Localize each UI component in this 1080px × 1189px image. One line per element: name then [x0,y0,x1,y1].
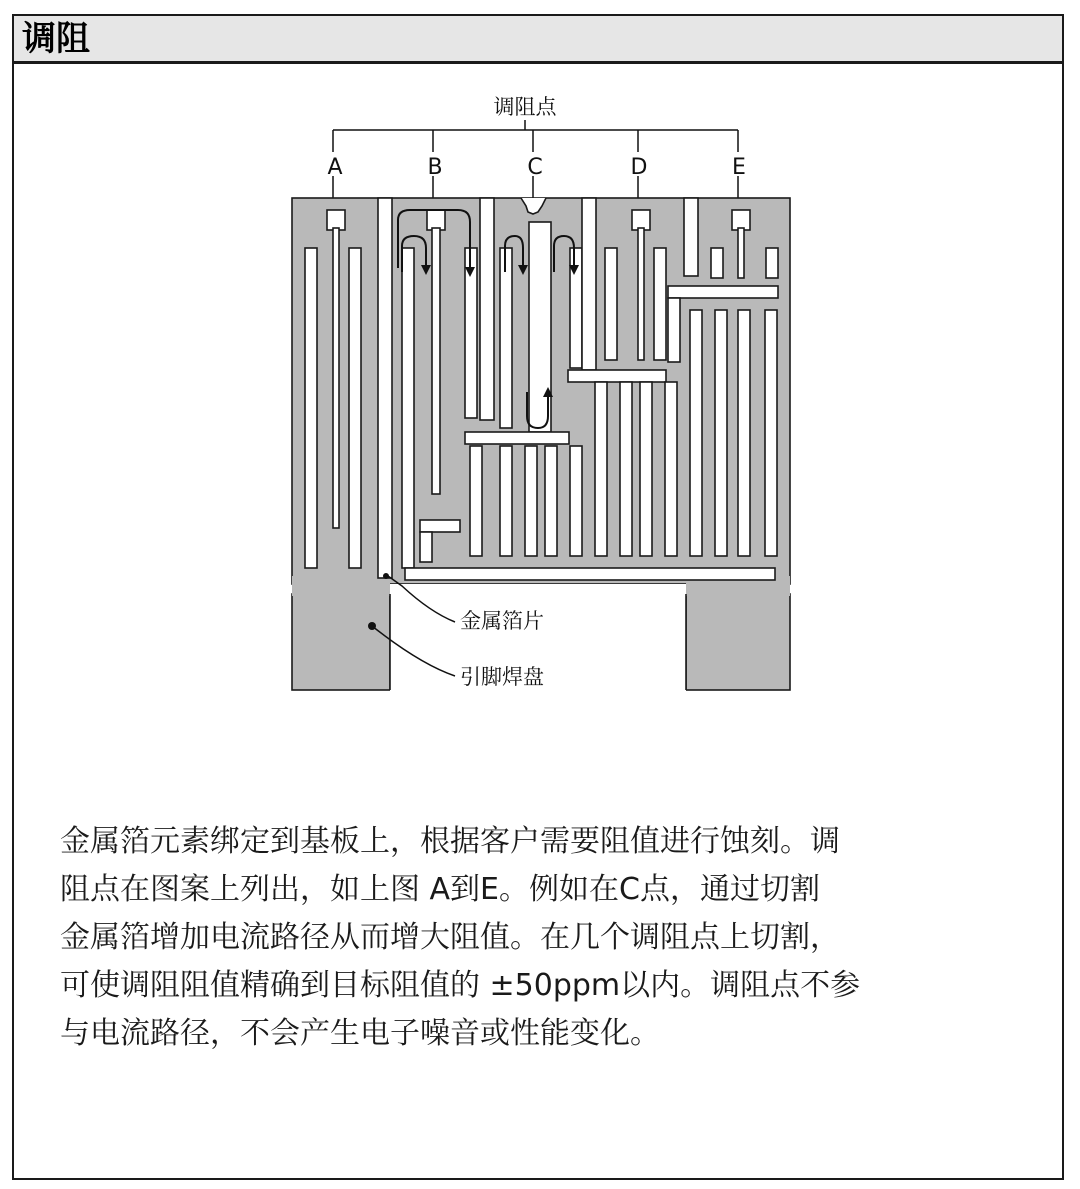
trim-point-e: E [732,155,746,180]
trim-point-b: B [427,155,443,180]
paragraph-line: 与电流路径，不会产生电子噪音或性能变化。 [60,1016,660,1051]
foil-dot [383,573,389,579]
paragraph-line: 金属箔增加电流路径从而增大阻值。在几个调阻点上切割， [60,920,840,955]
description-paragraph [60,818,1020,1058]
pad-label: 引脚焊盘 [460,665,544,689]
foil-label: 金属箔片 [460,609,544,633]
lead-pad-right [686,594,790,690]
trim-point-a: A [327,155,343,180]
trim-points-label: 调阻点 [493,95,557,119]
paragraph-line: 可使调阻阻值精确到目标阻值的 ±50ppm以内。调阻点不参 [60,968,861,1003]
paragraph-line: 阻点在图案上列出，如上图 A到E。例如在C点，通过切割 [60,872,820,907]
lead-pad-left [292,594,390,690]
trim-point-d: D [630,155,648,180]
panel-title: 调阻 [22,19,90,59]
trim-point-c: C [527,155,543,180]
paragraph-line: 金属箔元素绑定到基板上，根据客户需要阻值进行蚀刻。调 [60,824,840,859]
pad-dot [368,622,376,630]
